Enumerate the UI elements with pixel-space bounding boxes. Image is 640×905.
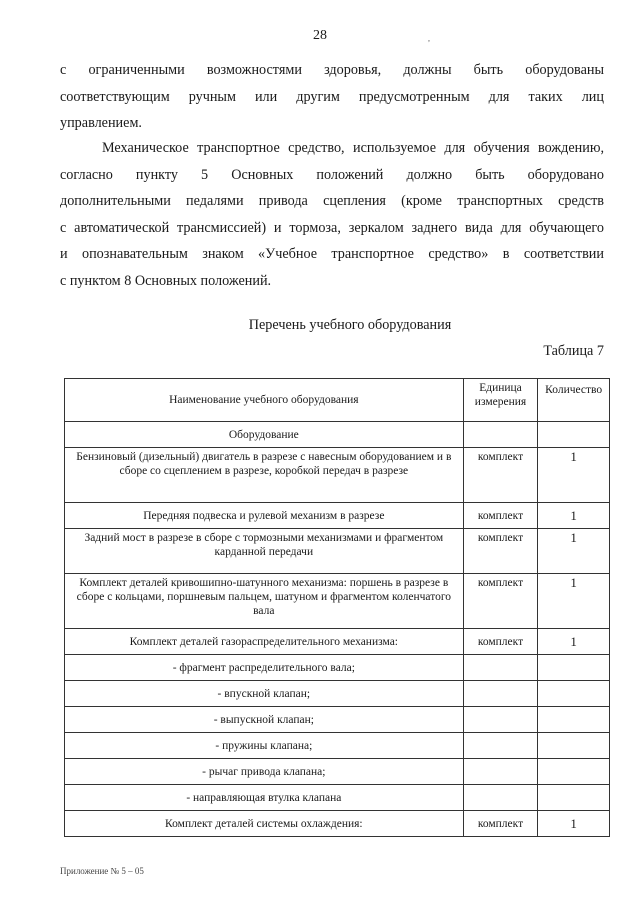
para1-line: с ограниченными возможностями здоровья, должны быть оборудованы bbox=[60, 62, 604, 78]
para2-line: и опознавательным знаком «Учебное транспортное средство» в соответствии bbox=[60, 246, 604, 262]
table-row bbox=[65, 733, 610, 759]
para1-line: соответствующим ручным или другим предусмотренным для таких лиц bbox=[60, 88, 604, 105]
section-title: Оборудование bbox=[65, 422, 464, 448]
cell-qty bbox=[538, 733, 610, 759]
equipment-table bbox=[64, 378, 610, 837]
table-row bbox=[65, 785, 610, 811]
cell-unit bbox=[463, 655, 538, 681]
cell-qty bbox=[538, 707, 610, 733]
cell-name: Бензиновый (дизельный) двигатель в разрезе с навесным оборудованием и в сборе со сцеплением в разрезе, коробкой передач в разрезе bbox=[65, 448, 464, 503]
cell-qty bbox=[538, 785, 610, 811]
cell-unit: комплект bbox=[463, 629, 538, 655]
cell-qty bbox=[538, 655, 610, 681]
para2-line: с автоматической трансмиссией) и тормоза, зеркалом заднего вида для обучающего bbox=[60, 219, 604, 236]
para2-line: дополнительными педалями привода сцепления (кроме транспортных средств bbox=[60, 193, 604, 209]
table-row bbox=[65, 574, 610, 629]
cell-unit: комплект bbox=[463, 529, 538, 574]
cell-qty: 1 bbox=[538, 503, 610, 529]
cell-qty: 1 bbox=[538, 811, 610, 837]
cell-unit: комплект bbox=[463, 574, 538, 629]
list-title: Перечень учебного оборудования bbox=[248, 317, 452, 333]
table-row bbox=[65, 655, 610, 681]
table-header-row bbox=[65, 379, 610, 422]
cell-qty bbox=[538, 759, 610, 785]
cell-unit bbox=[463, 707, 538, 733]
header-unit: Единица измерения bbox=[463, 379, 538, 422]
cell-unit bbox=[463, 785, 538, 811]
table-row bbox=[65, 759, 610, 785]
cell-qty: 1 bbox=[538, 574, 610, 629]
table-row bbox=[65, 529, 610, 574]
cell-qty: 1 bbox=[538, 629, 610, 655]
table-row bbox=[65, 707, 610, 733]
cell-unit: комплект bbox=[463, 448, 538, 503]
paragraph-1 bbox=[60, 57, 604, 137]
cell-unit bbox=[463, 759, 538, 785]
header-qty: Количество bbox=[538, 379, 610, 422]
section-row bbox=[65, 422, 610, 448]
table-row bbox=[65, 448, 610, 503]
cell-name: - впускной клапан; bbox=[65, 681, 464, 707]
para2-line: Механическое транспортное средство, используемое для обучения вождению, bbox=[102, 140, 604, 156]
cell-unit bbox=[463, 681, 538, 707]
header-name: Наименование учебного оборудования bbox=[65, 379, 464, 422]
table-label: Таблица 7 bbox=[543, 343, 604, 359]
cell-name: Задний мост в разрезе в сборе с тормозными механизмами и фрагментом карданной передачи bbox=[65, 529, 464, 574]
page-number: 28 bbox=[313, 28, 327, 43]
para2-line: с пунктом 8 Основных положений. bbox=[60, 272, 272, 289]
cell-name: - пружины клапана; bbox=[65, 733, 464, 759]
cell-name: - направляющая втулка клапана bbox=[65, 785, 464, 811]
cell-unit bbox=[463, 733, 538, 759]
scan-dot: , bbox=[428, 34, 430, 43]
cell-unit: комплект bbox=[463, 811, 538, 837]
table-row bbox=[65, 629, 610, 655]
cell-qty: 1 bbox=[538, 448, 610, 503]
para2-line: согласно пункту 5 Основных положений должно быть оборудовано bbox=[60, 166, 604, 183]
cell-qty: 1 bbox=[538, 529, 610, 574]
table-row bbox=[65, 503, 610, 529]
para1-line: управлением. bbox=[60, 115, 142, 131]
cell-name: Передняя подвеска и рулевой механизм в разрезе bbox=[65, 503, 464, 529]
footer-note: Приложение № 5 – 05 bbox=[60, 866, 144, 876]
cell-name: Комплект деталей кривошипно-шатунного механизма: поршень в разрезе в сборе с кольцами, поршневым пальцем, шатуном и фрагментом коленчатого вала bbox=[65, 574, 464, 629]
cell-name: Комплект деталей системы охлаждения: bbox=[65, 811, 464, 837]
cell-unit: комплект bbox=[463, 503, 538, 529]
paragraph-2 bbox=[60, 135, 604, 294]
cell-name: - выпускной клапан; bbox=[65, 707, 464, 733]
table-row bbox=[65, 681, 610, 707]
cell-qty bbox=[538, 681, 610, 707]
cell-name: - фрагмент распределительного вала; bbox=[65, 655, 464, 681]
cell-name: Комплект деталей газораспределительного механизма: bbox=[65, 629, 464, 655]
table-row bbox=[65, 811, 610, 837]
cell-name: - рычаг привода клапана; bbox=[65, 759, 464, 785]
